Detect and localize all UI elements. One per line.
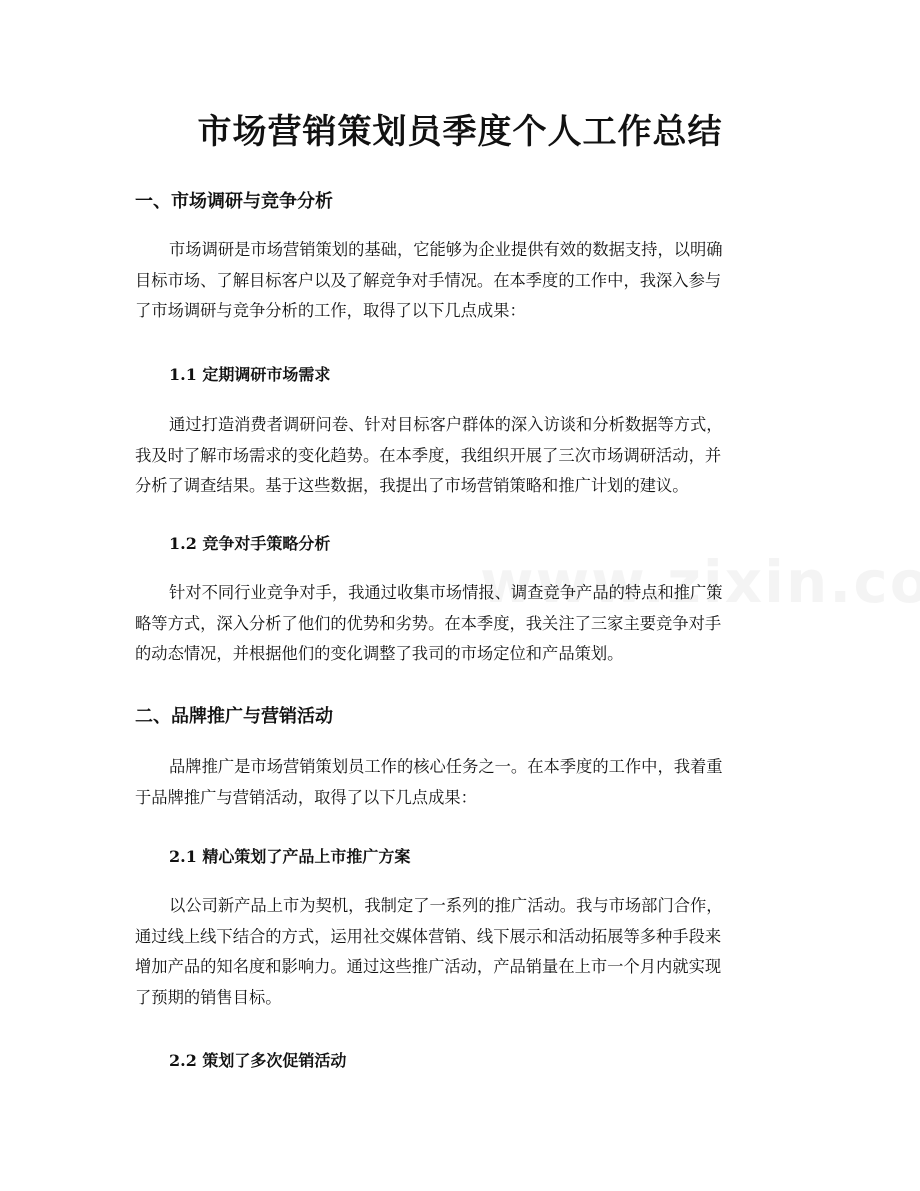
section-2-intro <box>135 752 787 813</box>
paragraph-line: 通过线上线下结合的方式，运用社交媒体营销、线下展示和活动拓展等多种手段来 <box>135 926 722 946</box>
paragraph-line: 市场调研是市场营销策划的基础，它能够为企业提供有效的数据支持，以明确 <box>169 240 723 259</box>
subsection-2-1-body <box>135 891 787 1013</box>
paragraph-line: 略等方式，深入分析了他们的优势和劣势。在本季度，我关注了三家主要竞争对手 <box>135 613 722 633</box>
section-heading-1: 一、市场调研与竞争分析 <box>135 191 333 212</box>
subsection-1-1-body <box>135 410 787 502</box>
subsection-1-2-body <box>135 578 787 670</box>
paragraph-line: 目标市场、了解目标客户以及了解竞争对手情况。在本季度的工作中，我深入参与 <box>135 270 722 290</box>
paragraph-line: 了预期的销售目标。 <box>135 987 282 1007</box>
paragraph-line: 分析了调查结果。基于这些数据，我提出了市场营销策略和推广计划的建议。 <box>135 476 689 495</box>
section-heading-2: 二、品牌推广与营销活动 <box>135 706 333 727</box>
subsection-heading-1-2: 1.2 竞争对手策略分析 <box>169 534 331 553</box>
paragraph-line: 我及时了解市场需求的变化趋势。在本季度，我组织开展了三次市场调研活动，并 <box>135 445 722 465</box>
paragraph-line: 针对不同行业竞争对手，我通过收集市场情报、调查竞争产品的特点和推广策 <box>169 583 723 602</box>
paragraph-line: 品牌推广是市场营销策划员工作的核心任务之一。在本季度的工作中，我着重 <box>169 757 723 776</box>
subsection-heading-1-1: 1.1 定期调研市场需求 <box>169 365 331 384</box>
paragraph-line: 于品牌推广与营销活动，取得了以下几点成果： <box>135 787 477 807</box>
page-title: 市场营销策划员季度个人工作总结 <box>197 112 723 152</box>
paragraph-line: 增加产品的知名度和影响力。通过这些推广活动，产品销量在上市一个月内就实现 <box>135 957 722 976</box>
paragraph-line: 通过打造消费者调研问卷、针对目标客户群体的深入访谈和分析数据等方式， <box>169 415 723 434</box>
paragraph-line: 以公司新产品上市为契机，我制定了一系列的推广活动。我与市场部门合作， <box>169 896 723 915</box>
subsection-heading-2-2: 2.2 策划了多次促销活动 <box>169 1051 347 1070</box>
paragraph-line: 了市场调研与竞争分析的工作，取得了以下几点成果： <box>135 301 526 320</box>
subsection-heading-2-1: 2.1 精心策划了产品上市推广方案 <box>169 847 411 866</box>
section-1-intro <box>135 235 787 327</box>
paragraph-line: 的动态情况，并根据他们的变化调整了我司的市场定位和产品策划。 <box>135 644 624 663</box>
